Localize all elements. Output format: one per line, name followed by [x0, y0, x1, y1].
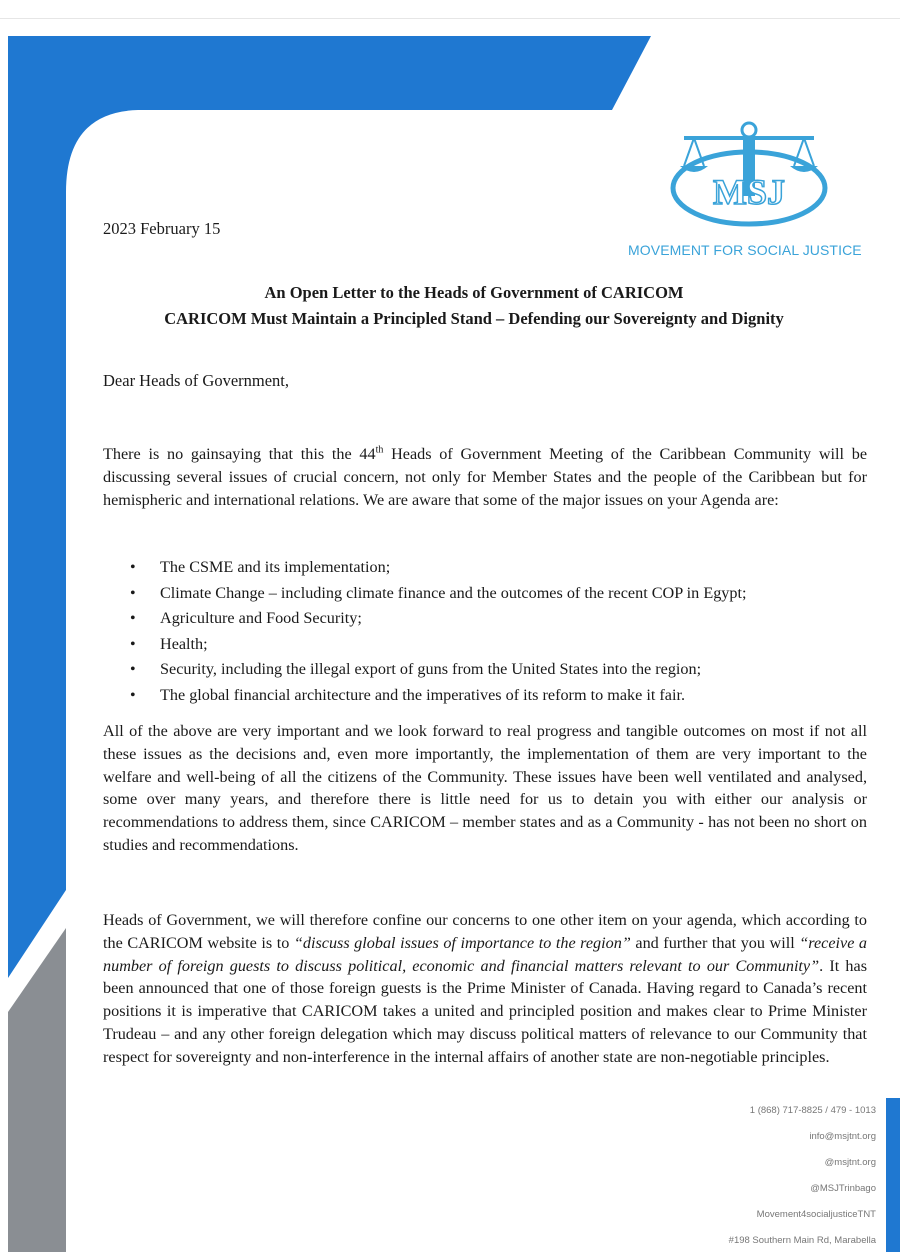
brand-name: MOVEMENT FOR SOCIAL JUSTICE [628, 242, 862, 258]
paragraph-concerns [103, 909, 867, 1069]
quote-website-2: “receive a number of foreign guests to discuss political, economic and financial matters relevant to our Community” [103, 933, 868, 975]
agenda-item: • Health; [130, 632, 890, 658]
contact-phone: 1 (868) 717-8825 / 479 - 1013 [749, 1105, 876, 1116]
letter-title: An Open Letter to the Heads of Government of CARICOM [264, 283, 684, 302]
para1-text-a: There is no gainsaying that this the 44 [103, 445, 376, 463]
salutation: Dear Heads of Government, [103, 371, 290, 390]
contact-address: #198 Southern Main Rd, Marabella [728, 1235, 876, 1246]
contact-email: info@msjtnt.org [809, 1131, 876, 1142]
msj-logo-icon [664, 118, 834, 236]
agenda-item: • Security, including the illegal export of guns from the United States into the region; [130, 657, 890, 683]
para3-text-b: and further that you will [630, 933, 800, 952]
logo-letters: MSJ [713, 172, 785, 212]
agenda-list [130, 555, 890, 709]
right-edge-accent [886, 1098, 900, 1252]
para1-text-b: Heads of Government Meeting of the Caribbean Community will be discussing several issues of crucial concern, not only for Member States and the people of the Caribbean but for hemispheric and international relations. We are aware that some of the major issues on your Agenda are: [103, 445, 868, 509]
agenda-item: • The CSME and its implementation; [130, 555, 890, 581]
agenda-item: • The global financial architecture and the imperatives of its reform to make it fair. [130, 683, 890, 709]
letter-date: 2023 February 15 [103, 219, 221, 238]
para3-text-c: . It has been announced that one of those foreign guests is the Prime Minister of Canada. Having regard to Canada’s recent positions it is imperative that CARICOM takes a united and principled position and makes clear to Prime Minister Trudeau – and any other foreign delegation which may discuss political matters of relevance to our Community that respect for sovereignty and non-interference in the internal affairs of another state are non-negotiable principles. [103, 956, 867, 1066]
letter-subtitle: CARICOM Must Maintain a Principled Stand – Defending our Sovereignty and Dignity [164, 309, 784, 328]
agenda-item: • Climate Change – including climate finance and the outcomes of the recent COP in Egypt; [130, 581, 890, 607]
agenda-item: • Agriculture and Food Security; [130, 606, 890, 632]
gray-frame-shape [8, 928, 66, 1252]
contact-handle-social: @MSJTrinbago [810, 1183, 876, 1194]
paragraph-agenda-comment: All of the above are very important and we look forward to real progress and tangible outcomes on most if not all these issues as the decisions and, even more importantly, the implementation of them are very important to the welfare and well-being of all the citizens of the Community. These issues have been well ventilated and analysed, some over many years, and therefore there is little need for us to detain you with either our analysis or recommendations to address them, since CARICOM – member states and as a Community - has not been no short on studies and recommendations. [103, 722, 867, 854]
contact-handle-web: @msjtnt.org [824, 1157, 876, 1168]
quote-website-1: “discuss global issues of importance to the region” [293, 933, 631, 952]
contact-handle-facebook: Movement4socialjusticeTNT [756, 1209, 876, 1220]
para3-text-a: Heads of Government, we will therefore confine our concerns to one other item on your agenda, which according to the CARICOM website is to [103, 911, 867, 952]
ordinal-suffix: th [375, 444, 384, 456]
paragraph-intro [103, 443, 867, 511]
